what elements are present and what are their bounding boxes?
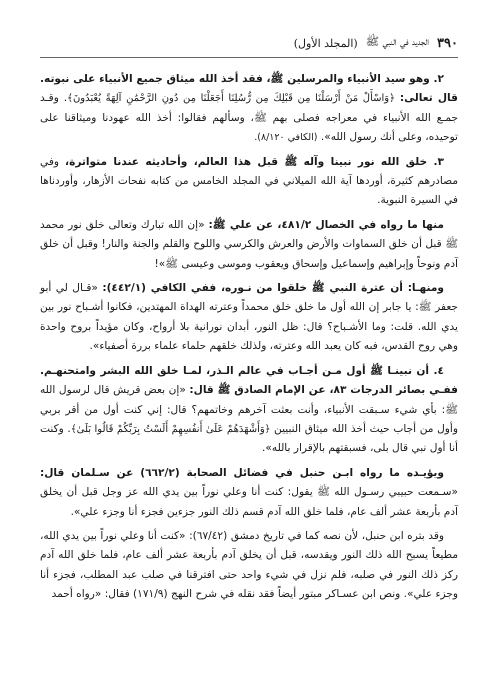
paragraph-lead: منها ما رواه في الخصال ٤٨١/٢، عن علي ﷺ:: [208, 218, 444, 231]
paragraph-5: [40, 362, 458, 459]
citation: (الكافي ٨/١٢٠).: [254, 132, 318, 144]
paragraph-3: [40, 216, 458, 274]
paragraph-lead: ٤. أن نبينـا ﷺ أول مـن أجـاب في عالم الـذر، لمـا خلق الله البشر وامتحنهـم. ففـي بصائر الدرجات ٨٣، عن الإمام الصادق ﷺ قال:: [40, 364, 458, 397]
quran-quote: ﴿وَاسْأَلْ مَنْ أَرْسَلْنَا مِن قَبْلِكَ مِن رُّسُلِنَا أَجَعَلْنَا مِن دُونِ الرَّحْمَٰنِ آلِهَةً يُعْبَدُونَ﴾: [67, 93, 395, 105]
document-page: [40, 0, 458, 695]
paragraph-text: «قـال لي أبو جعفر ﷺ: يا جابر إن الله أول ما خلق خلق محمداً وعترته الهداة المهتدين، فكانوا أشـباح نور بين يدي الله. قلت: وما الأشـباح؟ قال: ظل النور، أبدان نورانية بلا أرواح، وكان مؤيداً بروح واحدة وهي روح القدس، فبه كان يعبد الله وعترته، ولذلك خلقهم حلماء علماء بررة أصفياء».: [40, 282, 458, 353]
paragraph-2: [40, 153, 458, 211]
paragraph-4: [40, 279, 458, 357]
paragraph-6: [40, 464, 458, 522]
paragraph-lead: ٣. خلق الله نور نبينا وآله ﷺ قبل هذا العالم، وأحاديثه عندنا متواترة،: [65, 155, 444, 168]
paragraph-7: [40, 527, 458, 605]
book-title: الجديد في النبي ﷺ: [365, 35, 430, 48]
quran-quote: ﴿وَأَشْهَدَهُمْ عَلَىٰ أَنفُسِهِمْ أَلَسْتُ بِرَبِّكُمْ قَالُوا بَلَىٰ﴾: [70, 423, 275, 435]
page-body: [40, 70, 458, 610]
volume-label: (المجلد الأول): [293, 36, 358, 50]
paragraph-text: . وكنت أنا أول نبي قال بلى، فسبقتهم بالإقرار بالله».: [40, 422, 458, 455]
paragraph-lead: ٢. وهو سيد الأنبياء والمرسلين ﷺ، فقد أخذ الله ميثاق جميع الأنبياء على نبوته. قال تعالى:: [40, 73, 458, 105]
paragraph-1: [40, 70, 458, 148]
header-rule: [40, 57, 458, 58]
paragraph-text: وفي مصادرهم كثيرة، أوردها آية الله الميلاني في المجلد الخامس من كتابه نفحات الأزهار، وأوردناها في السيرة النبوية.: [40, 155, 458, 207]
paragraph-lead: ويؤيـده ما رواه ابـن حنبل في فضائل الصحابة (٦٦٢/٢) عن سـلمان قال:: [40, 466, 444, 479]
page-number: ٣٩٠: [437, 35, 458, 51]
paragraph-text: «إن بعض قريش قال لرسول الله ﷺ: بأي شيء سـبقت الأنبياء، وأنت بعثت آخرهم وخاتمهم؟ قال: إني كنت أول من أقر بربي وأول من أجاب حيث أخذ الله ميثاق النبيين: [40, 384, 458, 435]
paragraph-text: . وقـد جمـع الله الأنبياء في معراجه فصلى بهم ﷺ، وسألهم فقالوا: أخذ الله عهودنا وميثاقنا على توحيده، وعلى أنك رسول الله».: [40, 92, 458, 144]
running-header: [40, 33, 458, 53]
paragraph-text: وقد بتره ابن حنبل، لأن نصه كما في تاريخ دمشق (٦٧/٤٢): «كنت أنا وعلي نوراً بين يدي الله، مطيعاً يسبح الله ذلك النور ويقدسه، قبل أن يخلق آدم بأربعة عشر ألف عام، فلما خلق الله آدم ركز ذلك النور في صلبه، فلم نزل في شيء واحد حتى افترقنا في صلب عبد المطلب، فجزء أنا وجزء علي». ونص ابن عسـاكر مبتور أيضاً فقد نقله في شرح النهج (١٧١/٩) فقال: «رواه أحمد: [40, 529, 458, 601]
paragraph-text: «إن الله تبارك وتعالى خلق نور محمد ﷺ قبل أن خلق السماوات والأرض والعرش والكرسي واللوح والقلم والجنة والنار! وقبل أن خلق آدم ونوحاً وإبراهيم وإسماعيل وإسحاق ويعقوب وموسى وعيسى ﷺ»!: [40, 218, 458, 270]
paragraph-lead: ومنهـا: أن عترة النبي ﷺ خلقوا من نـوره، ففي الكافي (٤٤٢/١):: [102, 282, 444, 295]
paragraph-text: «سـمعت حبيبي رسـول الله ﷺ يقول: كنت أنا وعلي نوراً بين يدي الله عز وجل قبل أن يخلق آدم بأربعة عشر ألف عام، فلما خلق الله آدم قسم ذلك النور جزءين فجزء أنا وجزء علي».: [40, 486, 458, 518]
